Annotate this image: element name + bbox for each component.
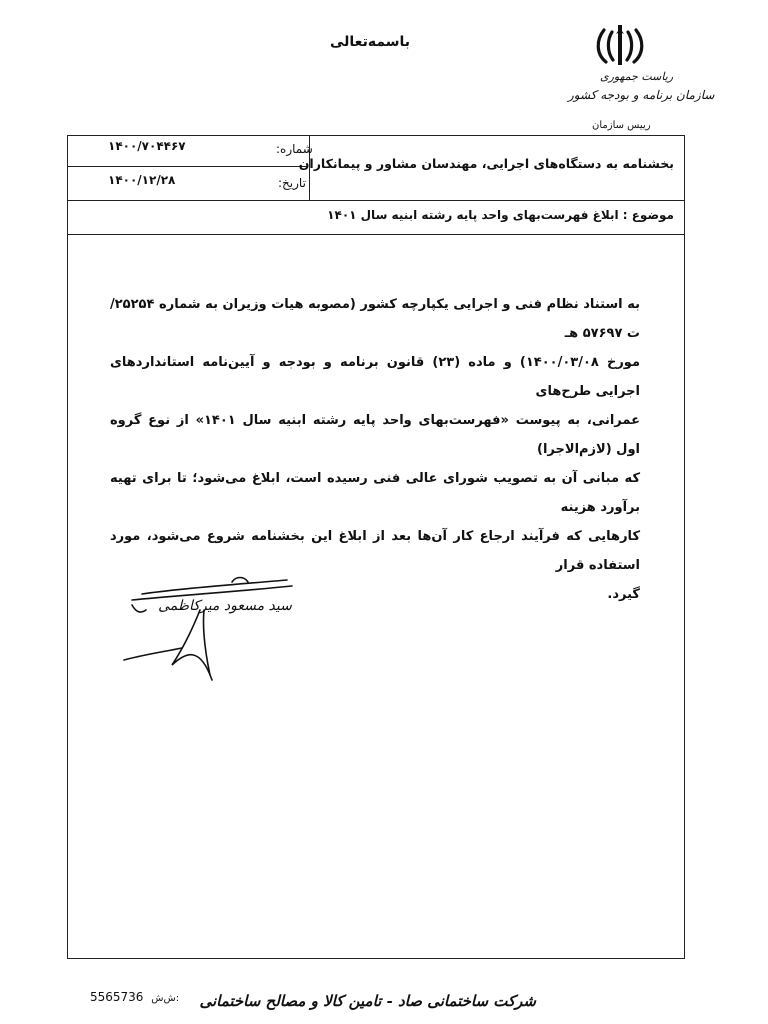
divider-header <box>68 200 684 201</box>
signatory-name: سید مسعود میرکاظمی <box>158 598 292 614</box>
body-line: کارهایی که فرآیند ارجاع کار آن‌ها بعد از ابلاغ این بخشنامه شروع می‌شود، مورد استفاده قرار <box>110 529 640 573</box>
recipients-line: بخشنامه به دستگاه‌های اجرایی، مهندسان مشاور و پیمانکاران <box>298 156 674 171</box>
signature-scribble-icon <box>112 570 302 685</box>
date-label: تاریخ: <box>278 176 306 190</box>
subject-line: موضوع : ابلاغ فهرست‌بهای واحد پایه رشته ابنیه سال ۱۴۰۱ <box>327 208 674 222</box>
letter-number: ۱۴۰۰/۷۰۴۴۶۷ <box>108 139 186 153</box>
footer-tel <box>90 990 179 1004</box>
number-label: شماره: <box>276 142 313 156</box>
footer-company: شرکت ساختمانی صاد - تامین کالا و مصالح ساختمانی <box>199 992 536 1010</box>
divider-subject <box>68 234 684 235</box>
body-line: مورخ ۱۴۰۰/۰۳/۰۸) و ماده (۲۳) قانون برنامه و بودجه و آیین‌نامه استانداردهای اجرایی طرح‌های <box>110 355 640 399</box>
org-line-organization: سازمان برنامه و بودجه کشور <box>568 88 715 102</box>
bismillah-heading: باسمه‌تعالی <box>330 34 410 50</box>
footer-tel-label: ش‌ش: <box>151 993 180 1004</box>
body-line: عمرانی، به پیوست «فهرست‌بهای واحد پایه رشته ابنیه سال ۱۴۰۱» از نوع گروه اول (لازم‌الاجرا) <box>110 413 640 457</box>
body-line: گیرد. <box>607 587 640 602</box>
letter-body <box>110 290 640 609</box>
letter-date: ۱۴۰۰/۱۲/۲۸ <box>108 173 176 187</box>
iran-emblem-icon <box>594 22 646 68</box>
body-line: که مبانی آن به تصویب شورای عالی فنی رسیده است، ابلاغ می‌شود؛ تا برای تهیه برآورد هزینه <box>110 471 640 515</box>
org-line-head: رییس سازمان <box>592 120 651 131</box>
divider-number-date <box>68 166 307 167</box>
org-line-presidency: ریاست جمهوری <box>600 70 674 83</box>
footer-tel-value: 5565736 <box>90 990 144 1004</box>
body-line: به استناد نظام فنی و اجرایی یکپارچه کشور (مصوبه هیات وزیران به شماره ۲۵۲۵۴/ت ۵۷۶۹۷ هـ <box>110 297 640 341</box>
